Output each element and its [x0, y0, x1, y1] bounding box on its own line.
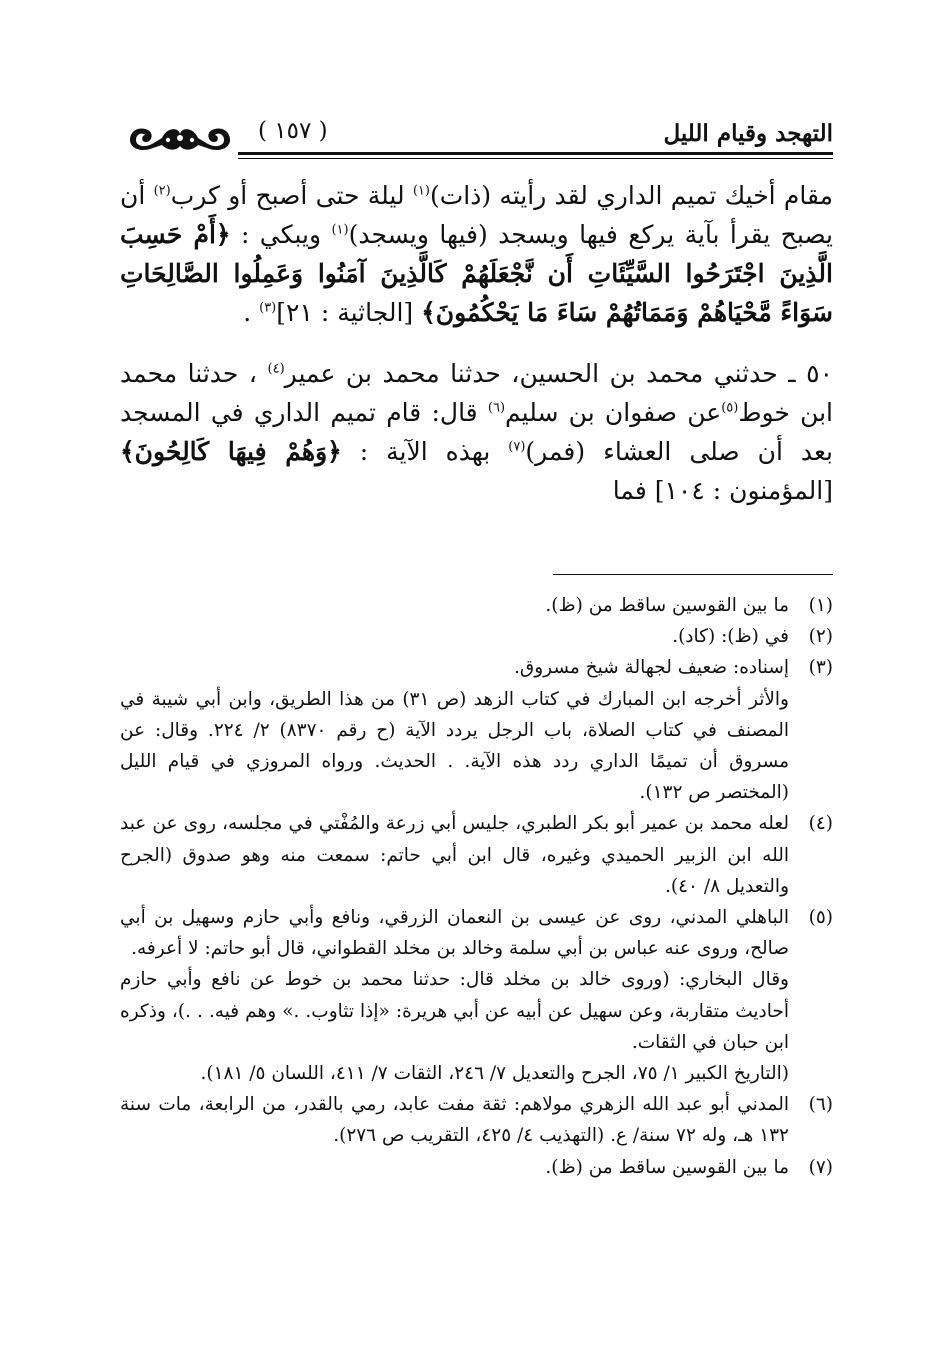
note-marker: (٢)	[153, 183, 171, 199]
paragraph-1	[120, 176, 833, 332]
paragraph-2	[120, 354, 833, 510]
quran-bracket-open: ﴿	[215, 220, 231, 249]
note-marker: (٥)	[721, 400, 739, 416]
quran-verse: وَهُمْ فِيهَا كَالِحُونَ	[134, 437, 328, 466]
note-marker: (٧)	[508, 439, 526, 455]
footnote-text: لعله محمد بن عمير أبو بكر الطبري، جليس أبي زرعة والمُفْتي في مجلسه، روى عن عبد الله ابن الزبير الحميدي وغيره، قال ابن أبي حاتم: سمعت منه وهو صدوق (الجرح والتعديل ٨/ ٤٠).	[120, 813, 789, 897]
text-run: .	[243, 298, 260, 327]
footnote-number: (٤)	[808, 813, 833, 835]
decorative-ornament-icon	[128, 118, 232, 152]
page-header	[120, 112, 833, 160]
note-marker: (١)	[331, 222, 349, 238]
footnote-number: (٧)	[808, 1156, 833, 1178]
footnote-number: (٣)	[808, 657, 833, 679]
footnote-1	[120, 590, 833, 621]
text-run: ، حدثنا محمد ابن خوط	[120, 359, 834, 427]
footnote-text: في (ظ): (كاد).	[672, 626, 789, 648]
footnote-number: (٥)	[808, 907, 833, 929]
page-number: ( ١٥٧ )	[258, 118, 328, 144]
footnote-text: إسناده: ضعيف لجهالة شيخ مسروق.	[513, 657, 789, 679]
verse-reference: [المؤمنون : ١٠٤] فما	[612, 476, 833, 505]
footnote-5-continuation: وقال البخاري: (وروى خالد بن مخلد قال: حدثنا محمد بن خوط عن نافع وأبي حازم أحاديث متقاربة، وعن سهيل عن أبيه عن أبي هريرة: «إذا تثاوب. .» وهم فيه. . .)، وذكره ابن حبان في الثقات.	[120, 969, 789, 1053]
footnote-5-sources: (التاريخ الكبير ١/ ٧٥، الجرح والتعديل ٧/ ٢٤٦، الثقات ٧/ ٤١١، اللسان ٥/ ١٨١).	[200, 1063, 789, 1085]
footnote-3-continuation: والأثر أخرجه ابن المبارك في كتاب الزهد (ص ٣١) من هذا الطريق، وابن أبي شيبة في المصنف في كتاب الصلاة، باب الرجل يردد الآية (ح رقم ٨٣٧٠) ٢/ ٢٢٤. وقال: عن مسروق أن تميمًا الداري ردد هذه الآية. . الحديث. ورواه المروزي في قيام الليل (المختصر ص ١٣٢).	[120, 688, 789, 804]
footnote-text: الباهلي المدني، روى عن عيسى بن النعمان الزرقي، ونافع وأبي حازم وسهيل بن أبي صالح، وروى عنه عباس بن أبي سلمة وخالد بن مخلد القطواني، قال أبو حاتم: لا أعرفه.	[120, 907, 789, 960]
note-marker: (٣)	[259, 300, 277, 316]
footnote-4	[120, 808, 833, 902]
text-run: بهذه الآية :	[341, 437, 509, 466]
footnote-separator	[553, 574, 833, 575]
footnote-number: (٦)	[808, 1094, 833, 1116]
footnote-3	[120, 652, 833, 683]
main-text	[120, 176, 833, 510]
footnote-number: (١)	[808, 595, 833, 616]
header-rule-thin	[238, 158, 833, 159]
running-title: التهجد وقيام الليل	[663, 120, 833, 147]
footnote-5	[120, 902, 833, 964]
quran-bracket-open: ﴿	[327, 437, 342, 466]
text-run: مقام أخيك تميم الداري لقد رأيته (ذات)	[429, 181, 833, 210]
note-marker: (١)	[412, 183, 430, 199]
verse-reference: [الجاثية : ٢١]	[276, 298, 422, 327]
quran-verse: أَمْ حَسِبَ الَّذِينَ اجْتَرَحُوا السَّيِّئَاتِ أَن نَّجْعَلَهُمْ كَالَّذِينَ آمَنُوا وَعَمِلُوا الصَّالِحَاتِ سَوَاءً مَّحْيَاهُمْ وَمَمَاتُهُمْ سَاءَ مَا يَحْكُمُونَ	[120, 220, 833, 327]
footnote-2	[120, 621, 833, 652]
text-run: أن يصبح يقرأ بآية يركع فيها ويسجد (فيها ويسجد)	[120, 181, 834, 249]
text-run: ليلة حتى أصبح أو كرب	[170, 181, 413, 210]
footnote-number: (٢)	[808, 626, 833, 648]
text-run: قال: قام تميم الداري في المسجد بعد أن صلى العشاء (فمر)	[120, 398, 833, 466]
text-run: ويبكي :	[230, 220, 332, 249]
footnotes	[120, 590, 833, 1183]
footnote-6	[120, 1089, 833, 1151]
quran-bracket-close: ﴾	[120, 437, 135, 466]
footnote-7	[120, 1152, 833, 1183]
footnote-text: ما بين القوسين ساقط من (ظ).	[545, 595, 789, 616]
footnote-text: المدني أبو عبد الله الزهري مولاهم: ثقة مفت عابد، رمي بالقدر، من الرابعة، مات سنة ١٣٢ هـ، وله ٧٢ سنة/ ع. (التهذيب ٤/ ٤٢٥، التقريب ص ٢٧٦).	[120, 1094, 789, 1147]
text-run: عن صفوان بن سليم	[505, 398, 722, 427]
note-marker: (٦)	[487, 400, 506, 416]
header-rule-thick	[238, 152, 833, 155]
footnote-text: ما بين القوسين ساقط من (ظ).	[545, 1156, 789, 1178]
quran-bracket-close: ﴾	[421, 298, 436, 327]
text-run: ٥٠ ـ حدثني محمد بن الحسين، حدثنا محمد بن عمير	[284, 359, 833, 388]
note-marker: (٤)	[267, 361, 285, 377]
